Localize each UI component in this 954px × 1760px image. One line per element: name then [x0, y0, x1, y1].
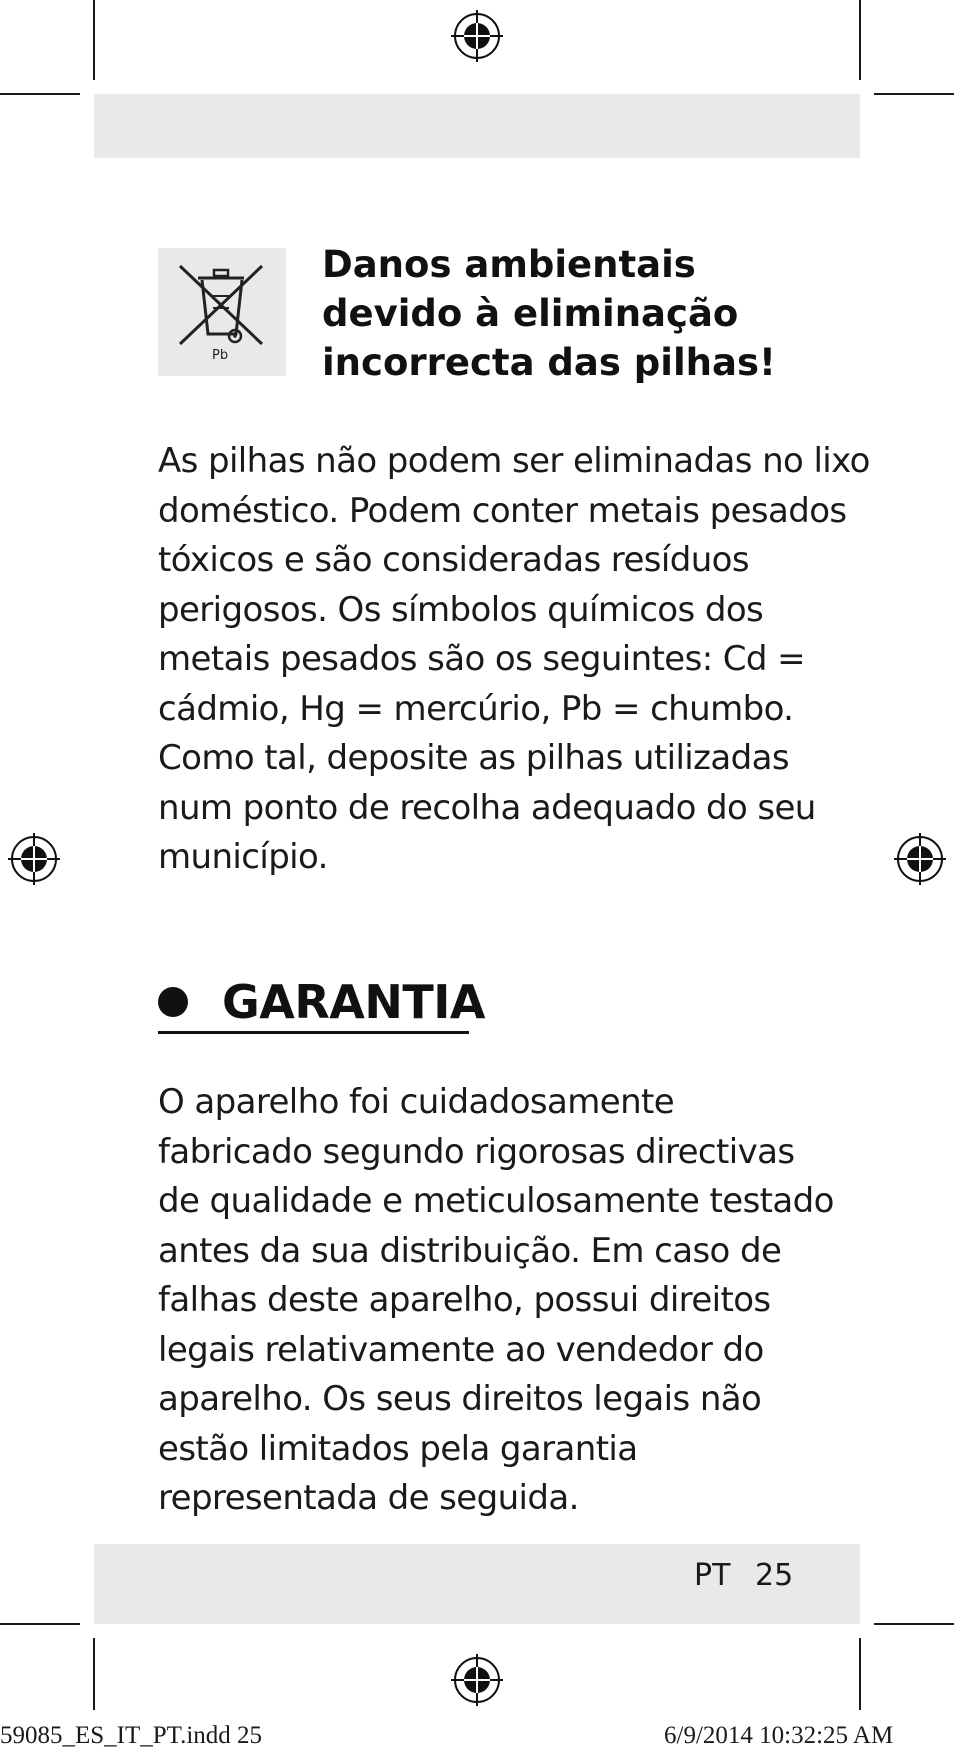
paragraph-line: O aparelho foi cuidadosamente — [158, 1082, 675, 1122]
print-slug-timestamp: 6/9/2014 10:32:25 AM — [664, 1722, 894, 1749]
warning-title-line: devido à eliminação — [322, 292, 739, 335]
registration-mark-top-icon — [449, 8, 505, 64]
bullet-icon — [158, 987, 188, 1017]
paragraph-line: metais pesados são os seguintes: Cd = — [158, 639, 806, 679]
weee-icon-label: Pb — [212, 348, 229, 363]
warning-title-line: incorrecta das pilhas! — [322, 341, 776, 384]
crop-mark-bottom-right-horizontal — [874, 1623, 954, 1625]
print-slug-file: 59085_ES_IT_PT.indd 25 — [0, 1722, 263, 1749]
crop-mark-top-left-vertical — [93, 0, 95, 80]
warranty-paragraph — [158, 1078, 834, 1524]
registration-mark-left-icon — [6, 831, 62, 887]
page-number: 25 — [755, 1558, 794, 1593]
crop-mark-bottom-left-horizontal — [0, 1623, 80, 1625]
paragraph-line: de qualidade e meticulosamente testado — [158, 1181, 834, 1221]
disposal-paragraph — [158, 437, 870, 883]
paragraph-line: fabricado segundo rigorosas directivas — [158, 1131, 795, 1172]
crop-mark-bottom-left-vertical — [93, 1638, 95, 1710]
header-band — [94, 94, 860, 158]
crop-mark-top-left-horizontal — [0, 93, 80, 95]
crop-mark-bottom-right-vertical — [859, 1638, 861, 1710]
section-underline — [158, 1031, 469, 1034]
paragraph-line: cádmio, Hg = mercúrio, Pb = chumbo. — [158, 688, 794, 729]
crop-mark-top-right-horizontal — [874, 93, 954, 95]
warning-title-line: Danos ambientais — [322, 243, 696, 286]
footer-band — [94, 1544, 860, 1624]
paragraph-line: num ponto de recolha adequado do seu — [158, 787, 816, 828]
weee-symbol-box — [158, 248, 286, 376]
section-title: GARANTIA — [222, 975, 485, 1029]
paragraph-line: legais relativamente ao vendedor do — [158, 1329, 764, 1370]
registration-mark-right-icon — [892, 831, 948, 887]
paragraph-line: representada de seguida. — [158, 1478, 579, 1518]
registration-mark-bottom-icon — [449, 1652, 505, 1708]
section-heading — [158, 970, 485, 1034]
paragraph-line: doméstico. Podem conter metais pesados — [158, 490, 847, 531]
paragraph-line: antes da sua distribuição. Em caso de — [158, 1230, 782, 1271]
paragraph-line: As pilhas não podem ser eliminadas no lixo — [158, 441, 870, 481]
paragraph-line: estão limitados pela garantia — [158, 1428, 638, 1469]
paragraph-line: tóxicos e são consideradas resíduos — [158, 540, 749, 580]
paragraph-line: falhas deste aparelho, possui direitos — [158, 1280, 771, 1320]
paragraph-line: perigosos. Os símbolos químicos dos — [158, 589, 764, 630]
paragraph-line: Como tal, deposite as pilhas utilizadas — [158, 738, 789, 778]
paragraph-line: município. — [158, 837, 328, 877]
warning-title — [322, 240, 842, 387]
crop-mark-top-right-vertical — [859, 0, 861, 80]
footer-language: PT — [694, 1558, 731, 1593]
paragraph-line: aparelho. Os seus direitos legais não — [158, 1379, 762, 1419]
